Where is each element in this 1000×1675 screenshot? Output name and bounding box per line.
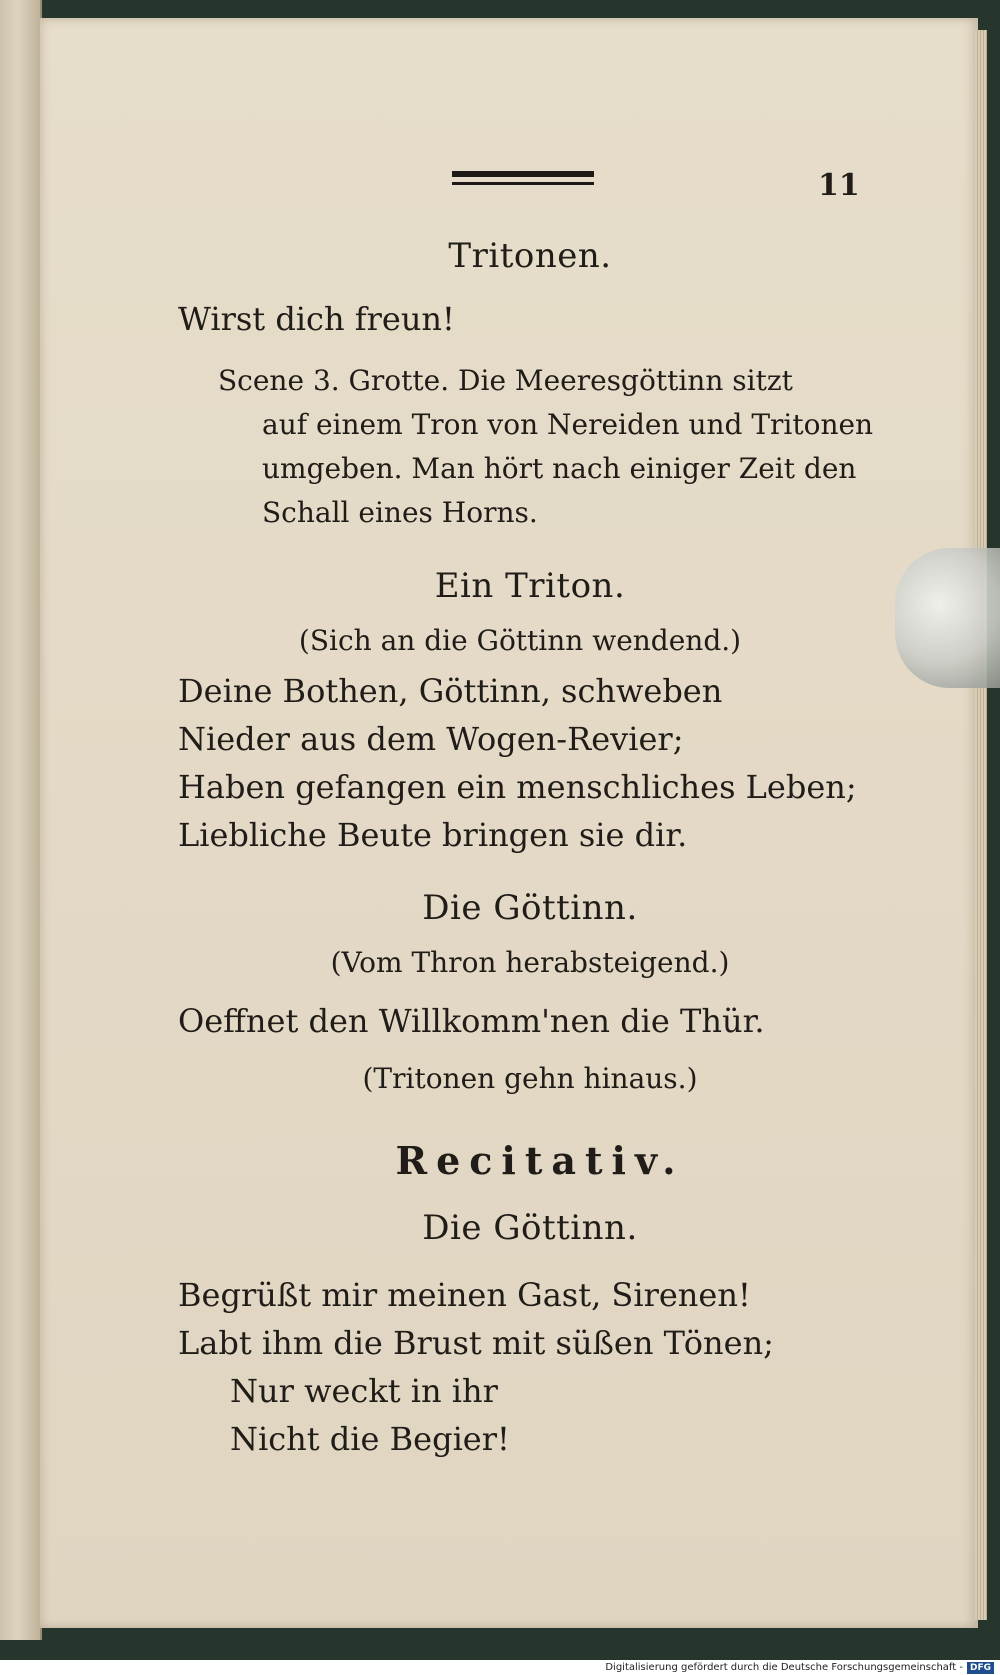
header-rule-thin xyxy=(452,182,594,185)
verse-line: Nicht die Begier! xyxy=(230,1420,510,1458)
text-line: Wirst dich freun! xyxy=(178,300,455,338)
verse-line: Oeffnet den Willkomm'nen die Thür. xyxy=(178,1002,765,1040)
verse-line: Haben gefangen ein menschliches Leben; xyxy=(178,768,857,806)
section-heading-recitativ: Recitativ. xyxy=(395,1138,685,1183)
stage-direction-line: auf einem Tron von Nereiden und Tritonen xyxy=(262,408,874,441)
stage-direction: (Vom Thron herabsteigend.) xyxy=(330,946,730,979)
speaker-die-goettinn: Die Göttinn. xyxy=(422,1208,638,1248)
verse-line: Deine Bothen, Göttinn, schweben xyxy=(178,672,723,710)
page-number: 11 xyxy=(818,168,860,203)
facing-page-edge xyxy=(0,0,42,1640)
digitization-credit xyxy=(605,1660,994,1675)
verse-line: Labt ihm die Brust mit süßen Tönen; xyxy=(178,1324,774,1362)
header-rule-thick xyxy=(452,171,594,177)
speaker-ein-triton: Ein Triton. xyxy=(434,566,626,606)
verse-line: Liebliche Beute bringen sie dir. xyxy=(178,816,688,854)
credit-text: Digitalisierung gefördert durch die Deutsche Forschungsgemeinschaft - xyxy=(605,1662,963,1673)
speaker-die-goettinn: Die Göttinn. xyxy=(422,888,638,928)
page-clip xyxy=(895,548,1000,688)
stage-direction-line: umgeben. Man hört nach einiger Zeit den xyxy=(262,452,857,485)
speaker-tritonen: Tritonen. xyxy=(448,236,612,276)
stage-direction-line: Scene 3. Grotte. Die Meeresgöttinn sitzt xyxy=(218,364,793,397)
verse-line: Begrüßt mir meinen Gast, Sirenen! xyxy=(178,1276,751,1314)
stage-direction: (Tritonen gehn hinaus.) xyxy=(362,1062,698,1095)
dfg-logo: DFG xyxy=(967,1662,994,1674)
page-stack-edge xyxy=(975,30,987,1620)
stage-direction: (Sich an die Göttinn wendend.) xyxy=(298,624,742,657)
verse-line: Nieder aus dem Wogen-Revier; xyxy=(178,720,684,758)
stage-direction-line: Schall eines Horns. xyxy=(262,496,538,529)
verse-line: Nur weckt in ihr xyxy=(230,1372,498,1410)
